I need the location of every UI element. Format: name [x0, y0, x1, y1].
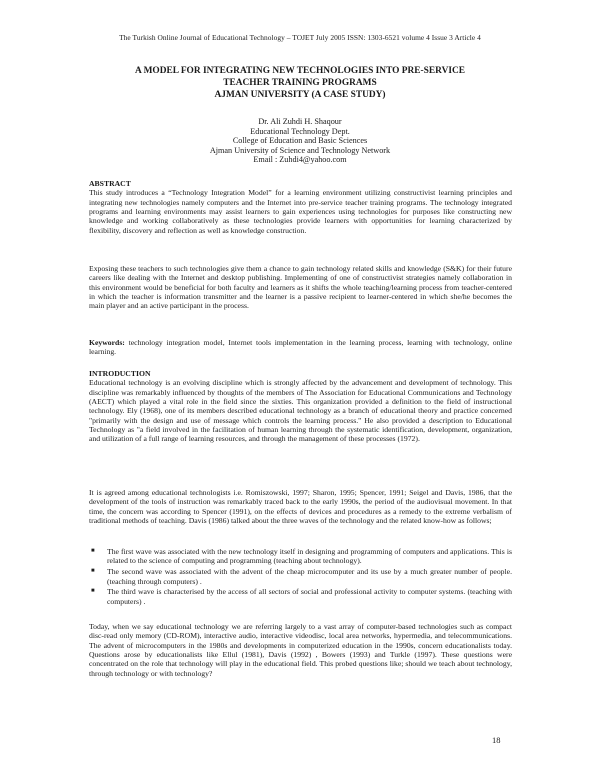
- bullet-square-icon: ■: [91, 568, 95, 575]
- author-university: Ajman University of Science and Technology Network: [209, 145, 391, 155]
- bullet-square-icon: ■: [91, 588, 95, 595]
- list-item: [89, 567, 512, 586]
- list-item-text: The second wave was associated with the advent of the cheap microcomputer and its use by a much greater number of people. (teaching through computers) .: [107, 567, 512, 586]
- abstract-paragraph-1: This study introduces a “Technology Integration Model” for a learning environment utilizing constructivist learning principles and integrating new technologies namely computers and the Internet into pre-service teacher training programs. The technology integrated programs and learning environments may assist learners to gain experiences using technologies for purposes like constructing new knowledge and working collaboratively as these technologies provide learners with opportunities for learning characterized by flexibility, discovery and reflection as well as knowledge construction.: [89, 188, 512, 235]
- introduction-paragraph-2: It is agreed among educational technologists i.e. Romiszowski, 1997; Sharon, 1995; Spencer, 1991; Seigel and Davis, 1986, that the development of the tools of instruction was remarkably traced back to the early 1990s, the period of the audiovisual movement. In that time, the concern was according to Spencer (1991), on the effects of devices and procedures as a remedy to the extreme verbalism of traditional methods of teaching. Davis (1986) talked about the three waves of the technology and the related know-how as follows;: [89, 488, 512, 526]
- waves-list-container: [89, 547, 512, 608]
- author-dept: Educational Technology Dept.: [250, 126, 350, 136]
- list-item: [89, 587, 512, 606]
- page-number: 18: [492, 735, 501, 745]
- abstract-paragraph-2: Exposing these teachers to such technologies give them a chance to gain technology related skills and knowledge (S&K) for their future careers like dealing with the Internet and desktop publishing. Implementing of one of constructivist strategies namely collaboration in this environment would be beneficial for both faculty and learners as it shifts the whole teaching/learning process from teacher-centered in which the teacher is information transmitter and the learner is a passive recipient to learner-centered in which she/he becomes the main player and an active participant in the process.: [89, 264, 512, 311]
- title-line-1: A MODEL FOR INTEGRATING NEW TECHNOLOGIES INTO PRE-SERVICE: [134, 66, 466, 76]
- introduction-paragraph-1: Educational technology is an evolving discipline which is strongly affected by the advancement and development of technology. This discipline was remarkably influenced by thoughts of the members of The Association for Educational Communications and Technology (AECT) which played a vital role in the field since the sixties. This organization provided a definition to the field of instructional technology. Ely (1968), one of its members described educational technology as a branch of educational theory and practice concerned "primarily with the design and use of message which controls the learning process." He also provided a description to Educational Technology as "a field involved in the facilitation of human learning through the systematic identification, development, organization, and utilization of a full range of learning resources, and through the management of these processes (1972).: [89, 378, 512, 444]
- running-header: The Turkish Online Journal of Educational Technology – TOJET July 2005 ISSN: 1303-6521 volume 4 Issue 3 Article 4: [119, 33, 481, 42]
- bullet-square-icon: ■: [91, 548, 95, 554]
- abstract-heading: ABSTRACT: [89, 179, 131, 188]
- keywords: [89, 338, 512, 357]
- paper-title: [60, 65, 540, 101]
- author-college: College of Education and Basic Sciences: [232, 136, 368, 146]
- introduction-section: [89, 369, 512, 444]
- author-block: [120, 117, 480, 165]
- keywords-label: Keywords:: [89, 338, 125, 347]
- list-item: [89, 547, 512, 566]
- abstract-section: [89, 179, 512, 235]
- introduction-heading: INTRODUCTION: [89, 369, 151, 378]
- author-email: Email : Zuhdi4@yahoo.com: [253, 155, 347, 165]
- introduction-paragraph-3: Today, when we say educational technology we are referring largely to a vast array of computer-based technologies such as compact disc-read only memory (CD-ROM), interactive audio, interactive videodisc, local area networks, hypermedia, and telecommunications. The advent of microcomputers in the 1980s and developments in computerized education in the 1990s, concern educationalists today. Questions arose by educationalists like Ellul (1981), Davis (1992) , Bowers (1993) and Turkle (1997). These questions were concentrated on the role that technology will play in the educational field. This probed questions like; should we teach about technology, through technology or with technology?: [89, 622, 512, 678]
- title-line-2: TEACHER TRAINING PROGRAMS: [223, 78, 377, 88]
- waves-list: [89, 547, 512, 606]
- list-item-text: The third wave is characterised by the access of all sectors of social and professional activity to computer systems. (teaching with computers) .: [107, 587, 512, 606]
- keywords-text: technology integration model, Internet tools implementation in the learning process, learning with technology, online learning.: [89, 338, 512, 357]
- author-name: Dr. Ali Zuhdi H. Shaqour: [258, 117, 342, 126]
- list-item-text: The first wave was associated with the new technology itself in designing and programming of computers and applications. This is related to the science of computing and programming (teaching about technology).: [107, 547, 512, 566]
- title-line-3: AJMAN UNIVERSITY (A CASE STUDY): [214, 90, 386, 100]
